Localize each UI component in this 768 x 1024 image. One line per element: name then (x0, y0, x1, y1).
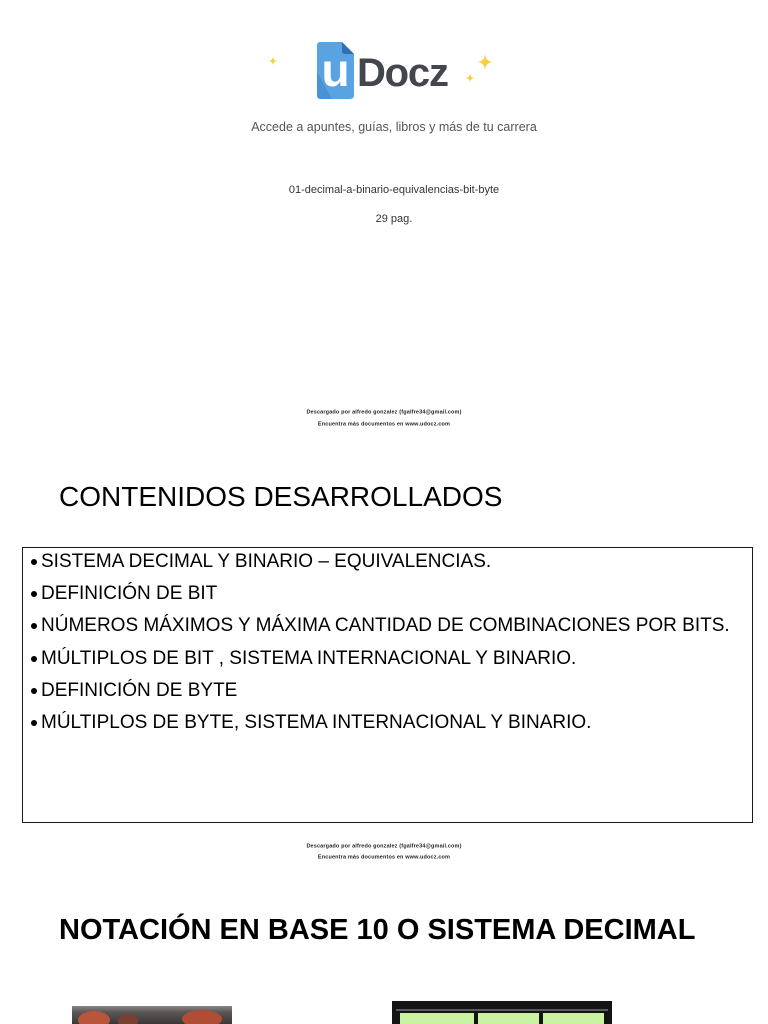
list-item-text: MÚLTIPLOS DE BIT , SISTEMA INTERNACIONAL Y BINARIO. (41, 647, 577, 669)
slide-title-decimal-notation: NOTACIÓN EN BASE 10 O SISTEMA DECIMAL (59, 914, 696, 946)
bullet-dot-icon (31, 591, 37, 597)
logo-wordmark: Docz (357, 51, 448, 95)
bullet-dot-icon (31, 623, 37, 629)
list-item-text: DEFINICIÓN DE BIT (41, 583, 218, 605)
list-item (23, 610, 730, 642)
watermark-downloaded-by: Descargado por alfredo gonzalez (fgalfre34@gmail.com) (306, 843, 462, 849)
list-item (23, 578, 730, 610)
document-name: 01-decimal-a-binario-equivalencias-bit-byte (288, 184, 500, 196)
tagline: Accede a apuntes, guías, libros y más de tu carrera (251, 120, 537, 134)
contents-box (22, 547, 753, 823)
sparkle-icon (476, 53, 494, 71)
decimal-notation-image-left (72, 1006, 232, 1024)
watermark-downloaded-by: Descargado por alfredo gonzalez (fgalfre34@gmail.com) (306, 409, 462, 415)
list-item (23, 643, 730, 675)
contents-list (23, 546, 730, 739)
bullet-dot-icon (31, 559, 37, 565)
list-item (23, 675, 730, 707)
slide-title-contents: CONTENIDOS DESARROLLADOS (59, 481, 503, 512)
sparkle-icon (268, 56, 278, 66)
list-item (23, 707, 730, 739)
list-item-text: DEFINICIÓN DE BYTE (41, 679, 238, 701)
sparkle-icon (465, 73, 475, 83)
list-item-text: NÚMEROS MÁXIMOS Y MÁXIMA CANTIDAD DE COMBINACIONES POR BITS. (41, 615, 730, 637)
udocz-logo-icon (317, 42, 354, 99)
logo-letter: u (321, 44, 350, 96)
watermark-find-more: Encuentra más documentos en www.udocz.com (317, 854, 451, 860)
bullet-dot-icon (31, 656, 37, 662)
decimal-notation-image-right (392, 1001, 612, 1024)
watermark-find-more: Encuentra más documentos en www.udocz.com (317, 421, 451, 427)
list-item (23, 546, 730, 578)
bullet-dot-icon (31, 720, 37, 726)
page-count: 29 pag. (375, 213, 413, 225)
bullet-dot-icon (31, 688, 37, 694)
list-item-text: SISTEMA DECIMAL Y BINARIO – EQUIVALENCIAS. (41, 551, 492, 572)
list-item-text: MÚLTIPLOS DE BYTE, SISTEMA INTERNACIONAL Y BINARIO. (41, 711, 592, 733)
